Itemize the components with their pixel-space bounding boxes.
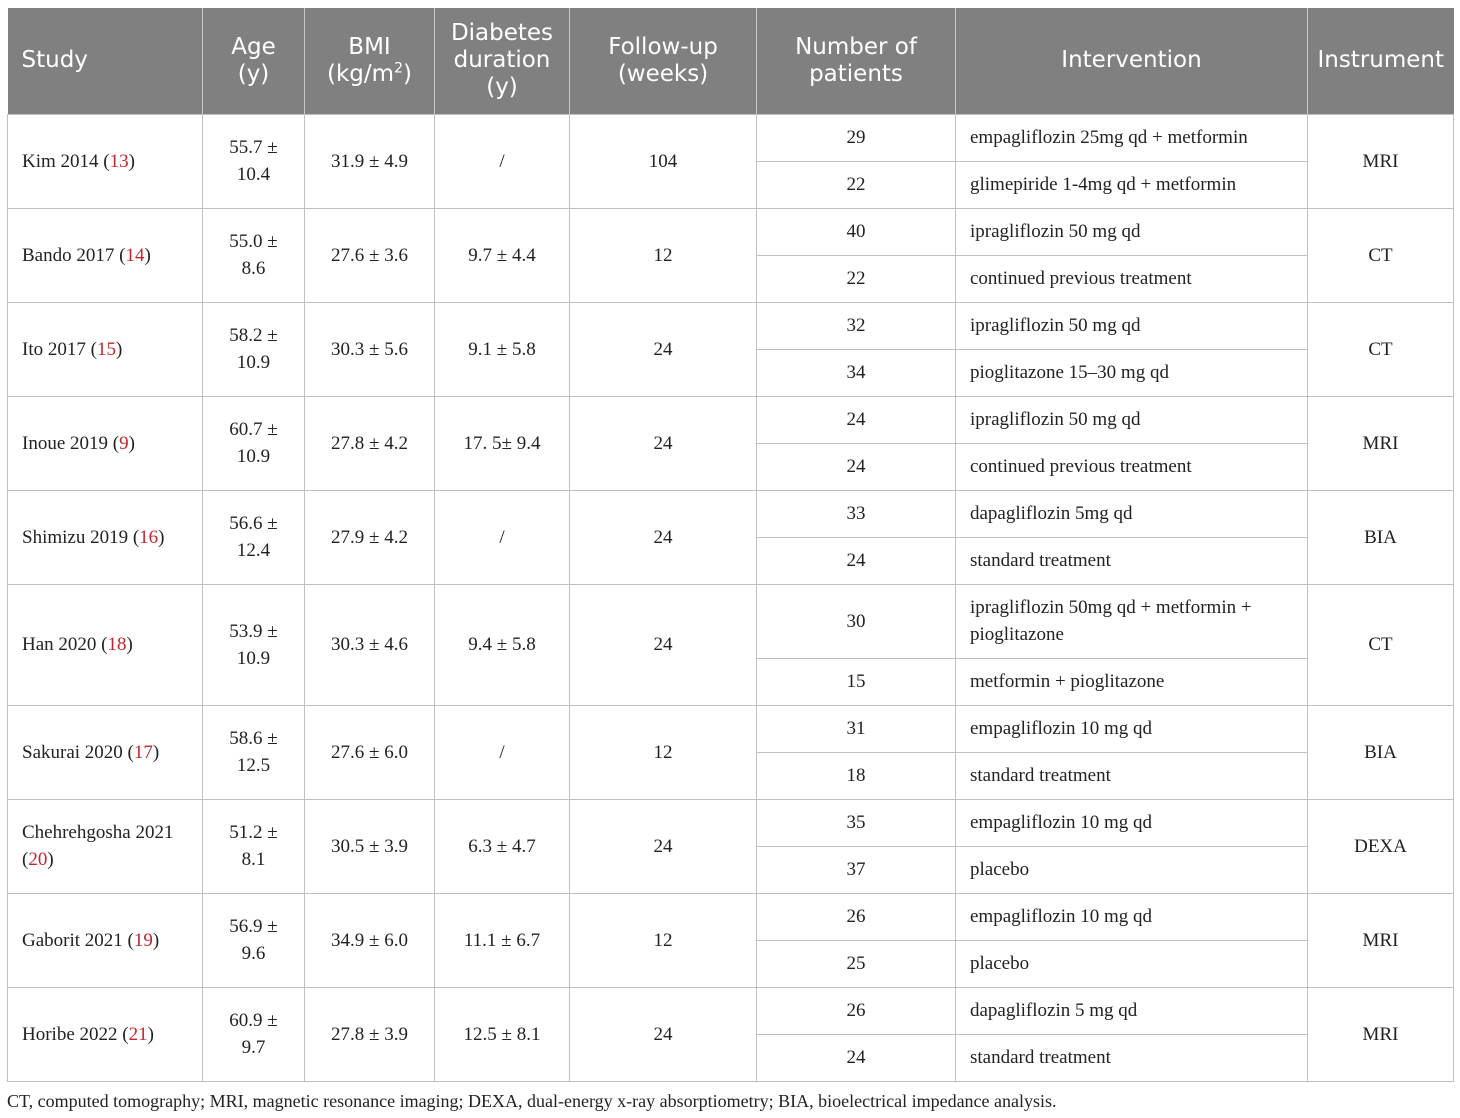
- table-row: [8, 893, 1454, 940]
- cell-number-of-patients: 37: [757, 846, 956, 893]
- cell-age: 56.6 ± 12.4: [203, 490, 305, 584]
- cell-age: 51.2 ± 8.1: [203, 799, 305, 893]
- study-name: Inoue 2019: [22, 432, 109, 454]
- cell-diabetes-duration: /: [435, 705, 570, 799]
- table-row: [8, 396, 1454, 443]
- cell-intervention: continued previous treatment: [956, 443, 1308, 490]
- study-name: Kim 2014: [22, 150, 99, 172]
- cell-intervention: continued previous treatment: [956, 255, 1308, 302]
- cell-intervention: placebo: [956, 940, 1308, 987]
- cell-number-of-patients: 34: [757, 349, 956, 396]
- study-name: Ito 2017: [22, 338, 86, 360]
- cell-intervention: placebo: [956, 846, 1308, 893]
- table-footnote: CT, computed tomography; MRI, magnetic resonance imaging; DEXA, dual-energy x-ray absorptiometry; BIA, bioelectrical impedance analysis.: [7, 1091, 1057, 1111]
- study-name: Sakurai 2020: [22, 741, 123, 763]
- cell-instrument: CT: [1308, 208, 1454, 302]
- table-row: [8, 799, 1454, 846]
- table-row: [8, 584, 1454, 658]
- cell-intervention: standard treatment: [956, 1034, 1308, 1081]
- cell-study: Inoue 2019 (9): [8, 396, 203, 490]
- cell-diabetes-duration: 17. 5± 9.4: [435, 396, 570, 490]
- cell-intervention: ipragliflozin 50 mg qd: [956, 302, 1308, 349]
- reference-link[interactable]: 18: [107, 634, 127, 655]
- cell-age: 53.9 ± 10.9: [203, 584, 305, 705]
- study-name: Han 2020: [22, 634, 97, 655]
- cell-age: 55.7 ± 10.4: [203, 114, 305, 208]
- cell-bmi: 27.8 ± 4.2: [305, 396, 435, 490]
- study-characteristics-table: [7, 8, 1454, 1082]
- cell-number-of-patients: 29: [757, 114, 956, 161]
- cell-study: Sakurai 2020 (17): [8, 705, 203, 799]
- cell-instrument: MRI: [1308, 396, 1454, 490]
- cell-follow-up: 24: [570, 490, 757, 584]
- cell-intervention: ipragliflozin 50mg qd + metformin + pioglitazone: [956, 584, 1308, 658]
- cell-study: Shimizu 2019 (16): [8, 490, 203, 584]
- cell-number-of-patients: 31: [757, 705, 956, 752]
- cell-intervention: dapagliflozin 5mg qd: [956, 490, 1308, 537]
- cell-number-of-patients: 18: [757, 752, 956, 799]
- reference-link[interactable]: 13: [109, 150, 129, 172]
- cell-age: 56.9 ± 9.6: [203, 893, 305, 987]
- cell-age: 60.9 ± 9.7: [203, 987, 305, 1081]
- cell-number-of-patients: 15: [757, 658, 956, 705]
- cell-study: Chehrehgosha 2021 (20): [8, 799, 203, 893]
- cell-study: Kim 2014 (13): [8, 114, 203, 208]
- cell-intervention: pioglitazone 15–30 mg qd: [956, 349, 1308, 396]
- table-row: [8, 302, 1454, 349]
- cell-instrument: CT: [1308, 302, 1454, 396]
- table-header-row: [8, 8, 1454, 114]
- header-diabetes-duration: Diabetes duration (y): [435, 8, 570, 114]
- study-name: Gaborit 2021: [22, 929, 123, 951]
- header-follow-up: Follow-up (weeks): [570, 8, 757, 114]
- study-name: Shimizu 2019: [22, 526, 129, 548]
- table-row: [8, 490, 1454, 537]
- cell-follow-up: 24: [570, 799, 757, 893]
- cell-number-of-patients: 32: [757, 302, 956, 349]
- cell-number-of-patients: 24: [757, 443, 956, 490]
- cell-intervention: glimepiride 1-4mg qd + metformin: [956, 161, 1308, 208]
- table-row: [8, 987, 1454, 1034]
- cell-bmi: 30.3 ± 4.6: [305, 584, 435, 705]
- cell-follow-up: 12: [570, 208, 757, 302]
- reference-link[interactable]: 21: [128, 1023, 148, 1045]
- cell-follow-up: 24: [570, 302, 757, 396]
- cell-study: Gaborit 2021 (19): [8, 893, 203, 987]
- reference-link[interactable]: 20: [28, 849, 48, 870]
- cell-bmi: 27.8 ± 3.9: [305, 987, 435, 1081]
- table-row: [8, 705, 1454, 752]
- cell-number-of-patients: 25: [757, 940, 956, 987]
- cell-bmi: 34.9 ± 6.0: [305, 893, 435, 987]
- cell-diabetes-duration: /: [435, 114, 570, 208]
- cell-number-of-patients: 40: [757, 208, 956, 255]
- cell-diabetes-duration: 9.1 ± 5.8: [435, 302, 570, 396]
- study-name: Chehrehgosha 2021: [22, 822, 174, 843]
- cell-number-of-patients: 22: [757, 161, 956, 208]
- cell-study: Ito 2017 (15): [8, 302, 203, 396]
- cell-number-of-patients: 30: [757, 584, 956, 658]
- cell-bmi: 27.6 ± 6.0: [305, 705, 435, 799]
- cell-number-of-patients: 22: [757, 255, 956, 302]
- cell-intervention: standard treatment: [956, 537, 1308, 584]
- table-row: [8, 208, 1454, 255]
- cell-diabetes-duration: 9.7 ± 4.4: [435, 208, 570, 302]
- cell-diabetes-duration: 6.3 ± 4.7: [435, 799, 570, 893]
- cell-diabetes-duration: 11.1 ± 6.7: [435, 893, 570, 987]
- cell-follow-up: 12: [570, 893, 757, 987]
- table-row: [8, 114, 1454, 161]
- header-number-of-patients: Number of patients: [757, 8, 956, 114]
- cell-bmi: 27.9 ± 4.2: [305, 490, 435, 584]
- reference-link[interactable]: 15: [96, 338, 116, 360]
- cell-number-of-patients: 26: [757, 893, 956, 940]
- cell-intervention: empagliflozin 10 mg qd: [956, 893, 1308, 940]
- header-bmi: BMI $(kg/m^2)$: [305, 8, 435, 114]
- cell-diabetes-duration: 12.5 ± 8.1: [435, 987, 570, 1081]
- reference-link[interactable]: 9: [119, 432, 129, 454]
- cell-diabetes-duration: /: [435, 490, 570, 584]
- cell-instrument: MRI: [1308, 114, 1454, 208]
- cell-age: 58.2 ± 10.9: [203, 302, 305, 396]
- reference-link[interactable]: 17: [133, 741, 153, 763]
- cell-age: 60.7 ± 10.9: [203, 396, 305, 490]
- cell-intervention: ipragliflozin 50 mg qd: [956, 396, 1308, 443]
- header-intervention: Intervention: [956, 8, 1308, 114]
- cell-follow-up: 104: [570, 114, 757, 208]
- cell-follow-up: 12: [570, 705, 757, 799]
- study-name: Bando 2017: [22, 244, 115, 266]
- cell-study: Han 2020 (18): [8, 584, 203, 705]
- cell-bmi: 31.9 ± 4.9: [305, 114, 435, 208]
- cell-number-of-patients: 24: [757, 396, 956, 443]
- cell-number-of-patients: 35: [757, 799, 956, 846]
- cell-number-of-patients: 33: [757, 490, 956, 537]
- cell-intervention: empagliflozin 25mg qd + metformin: [956, 114, 1308, 161]
- cell-follow-up: 24: [570, 584, 757, 705]
- header-study: Study: [8, 8, 203, 114]
- cell-number-of-patients: 24: [757, 1034, 956, 1081]
- header-age: Age (y): [203, 8, 305, 114]
- reference-link[interactable]: 19: [133, 929, 153, 951]
- cell-instrument: BIA: [1308, 705, 1454, 799]
- cell-diabetes-duration: 9.4 ± 5.8: [435, 584, 570, 705]
- cell-instrument: BIA: [1308, 490, 1454, 584]
- cell-bmi: 27.6 ± 3.6: [305, 208, 435, 302]
- cell-instrument: MRI: [1308, 893, 1454, 987]
- cell-bmi: 30.5 ± 3.9: [305, 799, 435, 893]
- table-body: [8, 114, 1454, 1081]
- cell-intervention: metformin + pioglitazone: [956, 658, 1308, 705]
- cell-age: 58.6 ± 12.5: [203, 705, 305, 799]
- cell-number-of-patients: 26: [757, 987, 956, 1034]
- cell-intervention: standard treatment: [956, 752, 1308, 799]
- study-name: Horibe 2022: [22, 1023, 118, 1045]
- cell-follow-up: 24: [570, 987, 757, 1081]
- cell-instrument: DEXA: [1308, 799, 1454, 893]
- reference-link[interactable]: 14: [125, 244, 145, 266]
- cell-instrument: CT: [1308, 584, 1454, 705]
- cell-study: Bando 2017 (14): [8, 208, 203, 302]
- cell-intervention: dapagliflozin 5 mg qd: [956, 987, 1308, 1034]
- cell-intervention: empagliflozin 10 mg qd: [956, 799, 1308, 846]
- cell-instrument: MRI: [1308, 987, 1454, 1081]
- cell-bmi: 30.3 ± 5.6: [305, 302, 435, 396]
- cell-intervention: ipragliflozin 50 mg qd: [956, 208, 1308, 255]
- cell-age: 55.0 ± 8.6: [203, 208, 305, 302]
- cell-study: Horibe 2022 (21): [8, 987, 203, 1081]
- reference-link[interactable]: 16: [139, 526, 159, 548]
- cell-number-of-patients: 24: [757, 537, 956, 584]
- cell-follow-up: 24: [570, 396, 757, 490]
- header-instrument: Instrument: [1308, 8, 1454, 114]
- cell-intervention: empagliflozin 10 mg qd: [956, 705, 1308, 752]
